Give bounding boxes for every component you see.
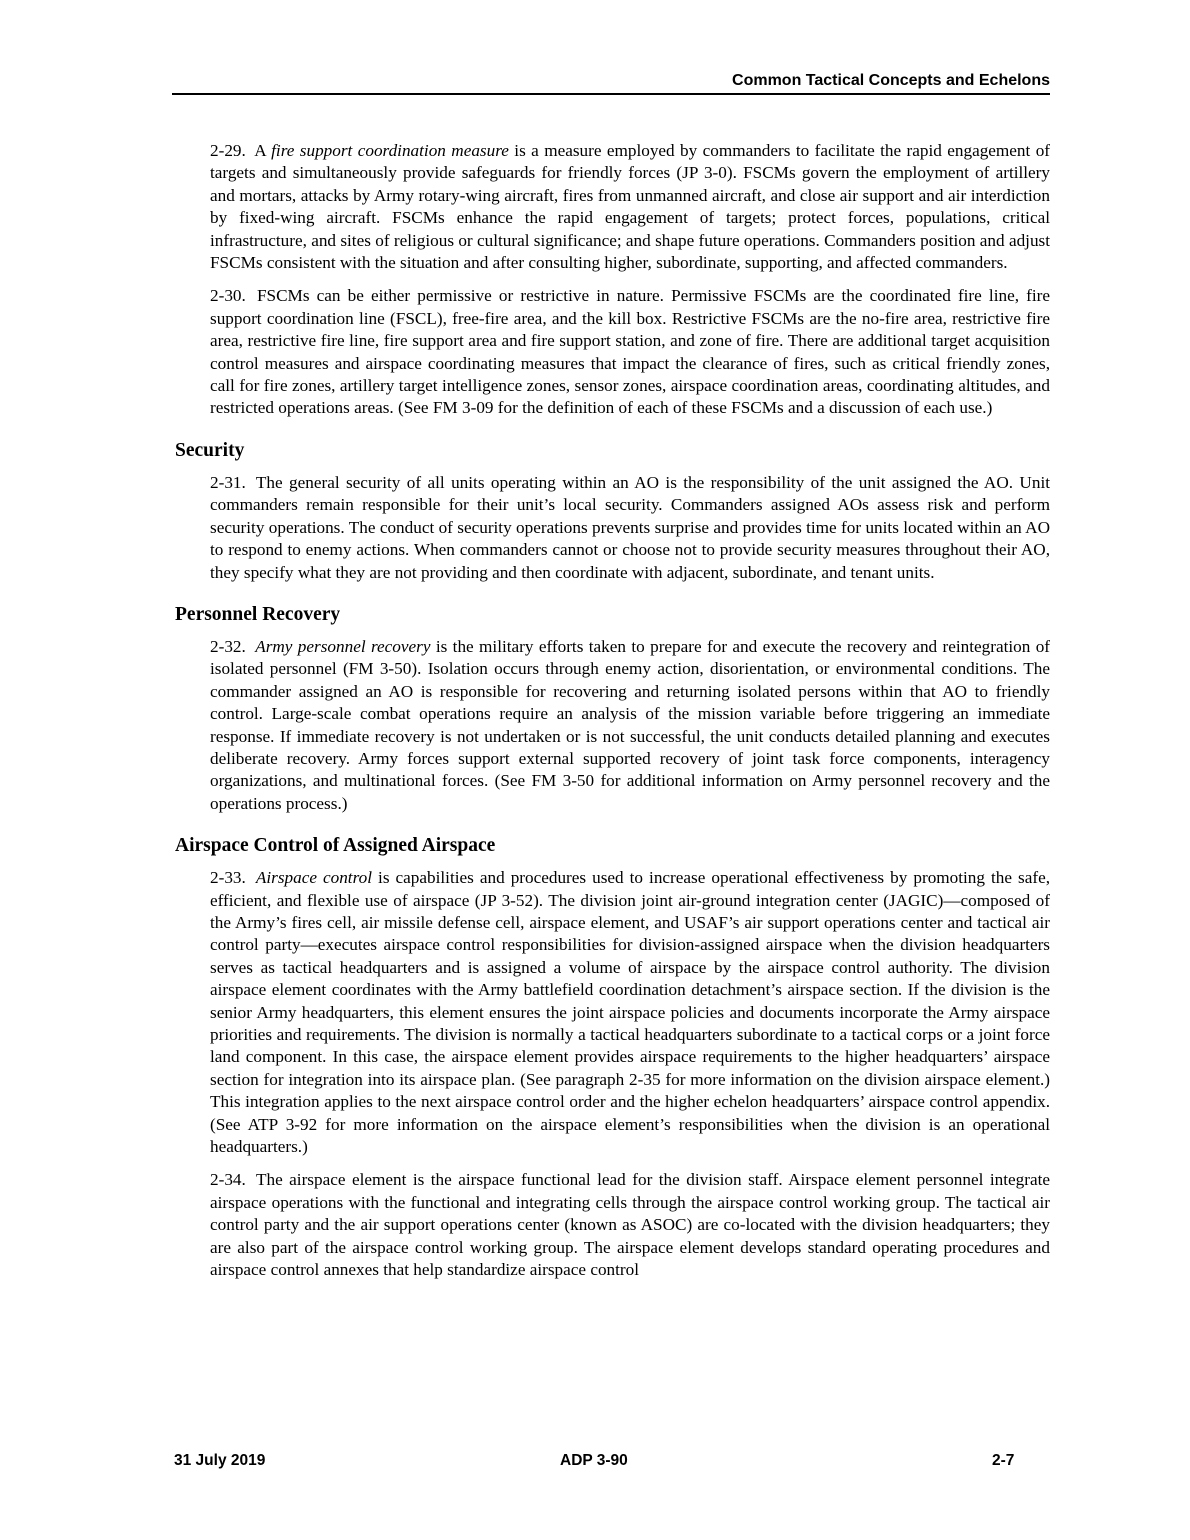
- paragraph-number: 2-34.: [210, 1170, 246, 1190]
- paragraph-number: 2-33.: [210, 868, 246, 888]
- paragraph-number: 2-32.: [210, 636, 246, 656]
- paragraph-text: is a measure employed by commanders to facilitate the rapid engagement of targets and simultaneously provide safeguards for friendly forces (JP 3-0). FSCMs govern the employment of artillery and mortars, attacks by Army rotary-wing aircraft, fires from unmanned aircraft, and close air support and air interdiction by fixed-wing aircraft. FSCMs enhance the rapid engagement of targets; protect forces, populations, critical infrastructure, and sites of religious or cultural significance; and shape future operations. Commanders position and adjust FSCMs consistent with the situation and after consulting higher, subordinate, supporting, and affected commanders.: [210, 141, 1051, 273]
- paragraph-text: is the military efforts taken to prepare for and execute the recovery and reintegration of isolated personnel (FM 3-50). Isolation occurs through enemy action, disorientation, or environmental conditions. The commander assigned an AO is responsible for recovering and returning isolated persons within that AO to friendly control. Large-scale combat operations require an analysis of the mission variable before triggering an immediate response. If immediate recovery is not undertaken or is not successful, the unit conducts detailed planning and executes deliberate recovery. Army forces support external supported recovery of joint task force components, interagency organizations, and multinational forces. (See FM 3-50 for additional information on Army personnel recovery and the operations process.): [210, 636, 1051, 813]
- section-heading-airspace-control: Airspace Control of Assigned Airspace: [175, 835, 496, 857]
- paragraph-2-33: [210, 867, 1050, 1158]
- paragraph-2-32: [210, 636, 1050, 815]
- paragraph-text: The general security of all units operating within an AO is the responsibility of the unit assigned the AO. Unit commanders remain responsible for their unit’s local security. Commanders assigned AOs assess risk and perform security operations. The conduct of security operations prevents surprise and provides time for units located within an AO to respond to enemy actions. When commanders cannot or choose not to provide security measures throughout their AO, they specify what they are not providing and then coordinate with adjacent, subordinate, and tenant units.: [210, 472, 1050, 582]
- paragraph-2-30: [210, 285, 1050, 419]
- paragraph-2-31: [210, 472, 1050, 584]
- paragraph-text: FSCMs can be either permissive or restrictive in nature. Permissive FSCMs are the coordinated fire line, fire support coordination line (FSCL), free-fire area, and the kill box. Restrictive FSCMs are the no-fire area, restrictive fire area, restrictive fire line, fire support area and fire support station, and zone of fire. There are additional target acquisition control measures and airspace coordinating measures that impact the clearance of fires, such as critical friendly zones, call for fire zones, artillery target intelligence zones, sensor zones, airspace coordination areas, coordinating altitudes, and restricted operations areas. (See FM 3-09 for the definition of each of these FSCMs and a discussion of each use.): [210, 286, 1050, 418]
- section-heading-security: Security: [175, 439, 245, 461]
- section-heading-personnel-recovery: Personnel Recovery: [175, 603, 341, 625]
- paragraph-number: 2-31.: [210, 472, 246, 492]
- paragraph-2-34: [210, 1169, 1050, 1281]
- running-header: Common Tactical Concepts and Echelons: [732, 72, 1050, 89]
- paragraph-lead: A: [254, 141, 266, 160]
- footer-date: 31 July 2019: [174, 1452, 266, 1469]
- header-rule: [172, 93, 1050, 95]
- paragraph-number: 2-30.: [210, 286, 246, 306]
- paragraph-text: The airspace element is the airspace functional lead for the division staff. Airspace element personnel integrate airspace operations with the functional and integrating cells through the airspace control working group. The tactical air control party and the air support operations center (known as ASOC) are co-located with the division headquarters; they are also part of the airspace control working group. The airspace element develops standard operating procedures and airspace control annexes that help standardize airspace control: [210, 1170, 1050, 1280]
- footer-publication: ADP 3-90: [560, 1452, 628, 1469]
- defined-term: Army personnel recovery: [255, 636, 431, 656]
- defined-term: fire support coordination measure: [271, 141, 509, 160]
- paragraph-number: 2-29.: [210, 141, 246, 160]
- defined-term: Airspace control: [255, 868, 372, 888]
- paragraph-2-29: [210, 140, 1050, 274]
- page-body: [175, 140, 1051, 1292]
- footer-page-number: 2-7: [992, 1452, 1015, 1469]
- paragraph-text: is capabilities and procedures used to increase operational effectiveness by promoting the safe, efficient, and flexible use of airspace (JP 3-52). The division joint air-ground integration center (JAGIC)—composed of the Army’s fires cell, air missile defense cell, airspace element, and USAF’s air support operations center and tactical air control party—executes airspace control responsibilities for division-assigned airspace when the division headquarters serves as tactical headquarters and is assigned a volume of airspace by the airspace control authority. The division airspace element coordinates with the Army battlefield coordination detachment’s airspace section. If the division is the senior Army headquarters, this element ensures the joint airspace policies and documents incorporate the Army airspace priorities and requirements. The division is normally a tactical headquarters subordinate to a tactical corps or a joint force land component. In this case, the airspace element provides airspace requirements to the higher headquarters’ airspace section for integration into its airspace plan. (See paragraph 2-35 for more information on the division airspace element.) This integration applies to the next airspace control order and the higher echelon headquarters’ airspace control appendix. (See ATP 3-92 for more information on the airspace element’s responsibilities when the division is an operational headquarters.): [210, 868, 1051, 1157]
